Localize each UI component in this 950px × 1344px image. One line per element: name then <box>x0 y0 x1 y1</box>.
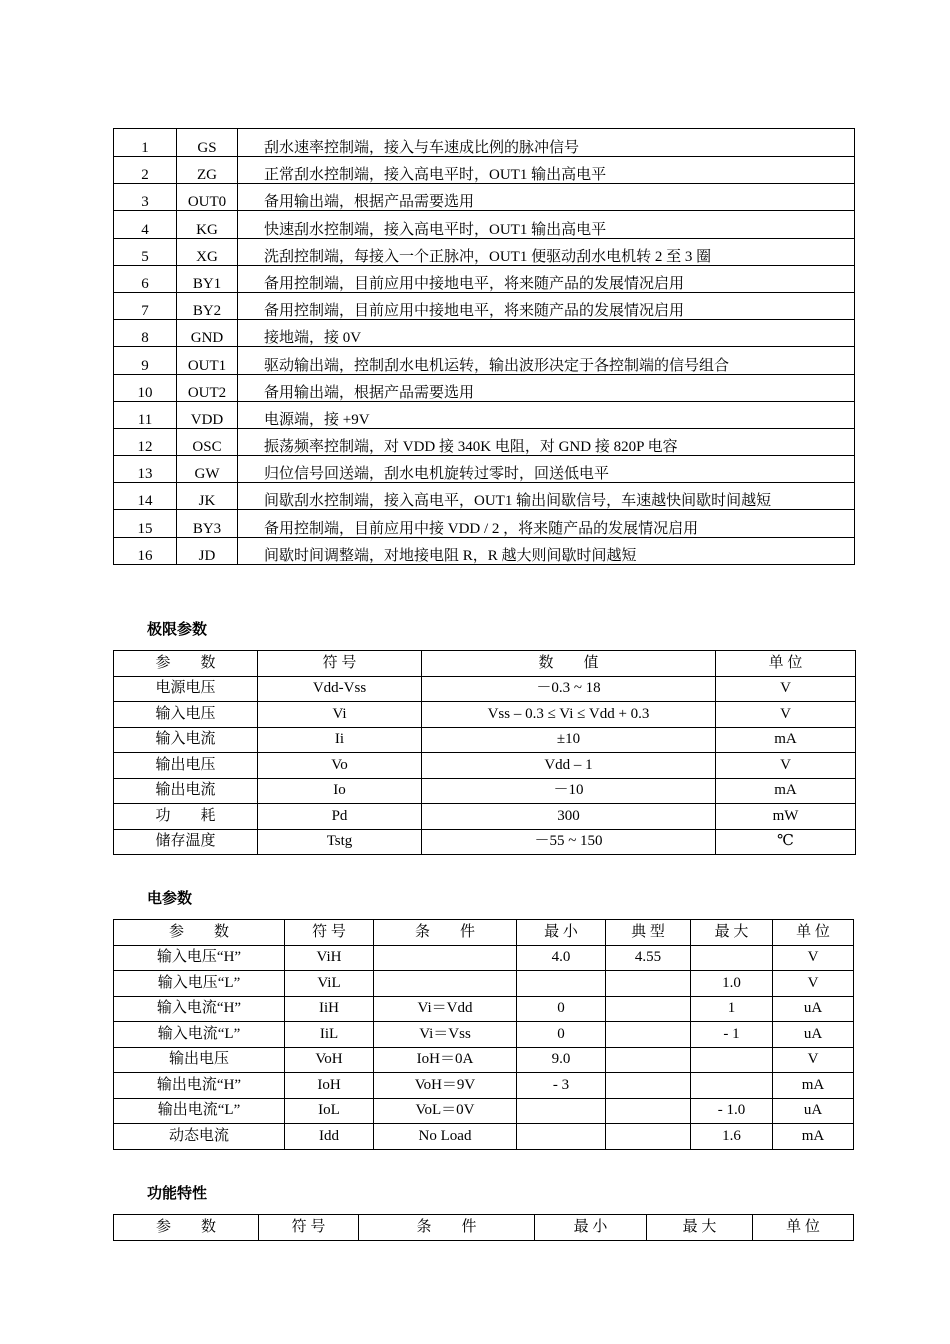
pin-number: 5 <box>114 238 177 265</box>
table-row <box>114 1098 854 1124</box>
table-cell: Pd <box>258 804 422 830</box>
table-cell: VoH＝9V <box>374 1073 517 1099</box>
table-cell: 0 <box>517 996 606 1022</box>
table-cell: V <box>716 753 856 779</box>
header-row <box>114 1215 854 1241</box>
column-header: 典 型 <box>606 920 691 946</box>
table-cell: Vss – 0.3 ≤ Vi ≤ Vdd + 0.3 <box>422 702 716 728</box>
pin-name: OUT1 <box>177 347 238 374</box>
column-header: 参 数 <box>114 1215 259 1241</box>
functional-params-heading: 功能特性 <box>147 1184 208 1202</box>
column-header: 最 小 <box>535 1215 647 1241</box>
pin-description: 备用输出端，根据产品需要选用 <box>238 184 855 211</box>
table-cell: IiL <box>285 1022 374 1048</box>
pin-description: 归位信号回送端，刮水电机旋转过零时，回送低电平 <box>238 456 855 483</box>
table-cell: V <box>716 676 856 702</box>
table-row <box>114 702 856 728</box>
pin-number: 16 <box>114 537 177 564</box>
table-row <box>114 1047 854 1073</box>
column-header: 单 位 <box>716 651 856 677</box>
pin-description: 快速刮水控制端，接入高电平时，OUT1 输出高电平 <box>238 211 855 238</box>
table-cell: －55 ~ 150 <box>422 829 716 855</box>
pin-number: 15 <box>114 510 177 537</box>
pin-number: 4 <box>114 211 177 238</box>
table-row <box>114 1073 854 1099</box>
table-row <box>114 320 855 347</box>
column-header: 符 号 <box>285 920 374 946</box>
table-cell: Vdd – 1 <box>422 753 716 779</box>
pin-name: BY3 <box>177 510 238 537</box>
pin-description: 接地端，接 0V <box>238 320 855 347</box>
pin-name: JK <box>177 483 238 510</box>
table-cell: Vo <box>258 753 422 779</box>
table-cell: 输入电流“H” <box>114 996 285 1022</box>
pin-name: GS <box>177 129 238 157</box>
table-cell: 4.0 <box>517 945 606 971</box>
table-cell <box>606 1022 691 1048</box>
pin-name: OUT2 <box>177 374 238 401</box>
table-cell: 300 <box>422 804 716 830</box>
pin-description: 驱动输出端，控制刮水电机运转，输出波形决定于各控制端的信号组合 <box>238 347 855 374</box>
table-cell: IoH <box>285 1073 374 1099</box>
table-row <box>114 753 856 779</box>
column-header: 最 小 <box>517 920 606 946</box>
table-row <box>114 1022 854 1048</box>
pin-number: 10 <box>114 374 177 401</box>
limit-params-table <box>113 650 856 855</box>
table-cell: mA <box>773 1124 854 1150</box>
pin-description: 备用控制端，目前应用中接地电平，将来随产品的发展情况启用 <box>238 265 855 292</box>
column-header: 最 大 <box>647 1215 753 1241</box>
pin-number: 7 <box>114 292 177 319</box>
pin-name: GND <box>177 320 238 347</box>
table-cell: Vi＝Vdd <box>374 996 517 1022</box>
table-cell <box>374 971 517 997</box>
table-cell: - 3 <box>517 1073 606 1099</box>
table-cell <box>517 1124 606 1150</box>
table-cell: Vdd-Vss <box>258 676 422 702</box>
pin-description: 间歇时间调整端，对地接电阻 R，R 越大则间歇时间越短 <box>238 537 855 564</box>
pin-description-table <box>113 128 855 565</box>
table-row <box>114 727 856 753</box>
pin-description: 备用控制端，目前应用中接 VDD / 2 ，将来随产品的发展情况启用 <box>238 510 855 537</box>
table-row <box>114 971 854 997</box>
pin-number: 2 <box>114 157 177 184</box>
table-cell: Idd <box>285 1124 374 1150</box>
pin-description: 振荡频率控制端，对 VDD 接 340K 电阻，对 GND 接 820P 电容 <box>238 428 855 455</box>
table-cell: 1 <box>691 996 773 1022</box>
table-cell <box>606 1124 691 1150</box>
pin-number: 13 <box>114 456 177 483</box>
table-cell: VoH <box>285 1047 374 1073</box>
pin-name: JD <box>177 537 238 564</box>
table-cell: uA <box>773 1098 854 1124</box>
table-row <box>114 996 854 1022</box>
table-cell: Vi <box>258 702 422 728</box>
table-cell: uA <box>773 996 854 1022</box>
table-cell <box>691 945 773 971</box>
header-row <box>114 651 856 677</box>
table-cell: Vi＝Vss <box>374 1022 517 1048</box>
table-row <box>114 129 855 157</box>
column-header: 参 数 <box>114 920 285 946</box>
table-row <box>114 537 855 564</box>
table-cell <box>606 971 691 997</box>
table-row <box>114 401 855 428</box>
electrical-params-table <box>113 919 854 1150</box>
table-cell: V <box>716 702 856 728</box>
table-cell: Io <box>258 778 422 804</box>
table-cell <box>517 1098 606 1124</box>
table-cell: VoL＝0V <box>374 1098 517 1124</box>
table-row <box>114 157 855 184</box>
table-cell: IiH <box>285 996 374 1022</box>
table-cell: 功 耗 <box>114 804 258 830</box>
table-row <box>114 510 855 537</box>
pin-number: 14 <box>114 483 177 510</box>
table-cell: 9.0 <box>517 1047 606 1073</box>
table-row <box>114 265 855 292</box>
pin-number: 12 <box>114 428 177 455</box>
table-row <box>114 676 856 702</box>
table-cell: 1.0 <box>691 971 773 997</box>
table-row <box>114 238 855 265</box>
table-cell <box>374 945 517 971</box>
pin-number: 11 <box>114 401 177 428</box>
pin-name: GW <box>177 456 238 483</box>
table-row <box>114 211 855 238</box>
table-cell: IoL <box>285 1098 374 1124</box>
table-cell: 输入电压“H” <box>114 945 285 971</box>
table-cell: 输入电流“L” <box>114 1022 285 1048</box>
pin-number: 9 <box>114 347 177 374</box>
pin-description: 备用控制端，目前应用中接地电平，将来随产品的发展情况启用 <box>238 292 855 319</box>
table-row <box>114 945 854 971</box>
pin-name: BY2 <box>177 292 238 319</box>
pin-description: 刮水速率控制端，接入与车速成比例的脉冲信号 <box>238 129 855 157</box>
table-cell: V <box>773 971 854 997</box>
table-row <box>114 374 855 401</box>
table-cell: mA <box>716 727 856 753</box>
column-header: 最 大 <box>691 920 773 946</box>
table-cell: 输入电流 <box>114 727 258 753</box>
column-header: 条 件 <box>359 1215 535 1241</box>
column-header: 符 号 <box>259 1215 359 1241</box>
table-cell <box>606 1047 691 1073</box>
table-cell: 输出电流“H” <box>114 1073 285 1099</box>
table-row <box>114 428 855 455</box>
table-cell: －0.3 ~ 18 <box>422 676 716 702</box>
table-cell <box>606 1073 691 1099</box>
table-cell <box>691 1047 773 1073</box>
pin-description: 间歇刮水控制端，接入高电平，OUT1 输出间歇信号，车速越快间歇时间越短 <box>238 483 855 510</box>
pin-number: 6 <box>114 265 177 292</box>
table-cell: ℃ <box>716 829 856 855</box>
table-cell: - 1.0 <box>691 1098 773 1124</box>
table-row <box>114 347 855 374</box>
table-row <box>114 778 856 804</box>
pin-number: 8 <box>114 320 177 347</box>
table-cell: 0 <box>517 1022 606 1048</box>
table-cell: Ii <box>258 727 422 753</box>
table-cell: uA <box>773 1022 854 1048</box>
table-cell: - 1 <box>691 1022 773 1048</box>
table-cell: 电源电压 <box>114 676 258 702</box>
table-cell: －10 <box>422 778 716 804</box>
header-row <box>114 920 854 946</box>
table-cell: mA <box>773 1073 854 1099</box>
table-cell: ViH <box>285 945 374 971</box>
column-header: 条 件 <box>374 920 517 946</box>
pin-name: BY1 <box>177 265 238 292</box>
pin-number: 3 <box>114 184 177 211</box>
table-row <box>114 456 855 483</box>
column-header: 参 数 <box>114 651 258 677</box>
column-header: 数 值 <box>422 651 716 677</box>
table-row <box>114 292 855 319</box>
limit-params-heading: 极限参数 <box>147 620 208 638</box>
pin-name: KG <box>177 211 238 238</box>
table-cell: V <box>773 1047 854 1073</box>
table-cell <box>606 996 691 1022</box>
pin-description: 备用输出端，根据产品需要选用 <box>238 374 855 401</box>
table-cell: 动态电流 <box>114 1124 285 1150</box>
table-cell: mW <box>716 804 856 830</box>
column-header: 符 号 <box>258 651 422 677</box>
table-cell: IoH＝0A <box>374 1047 517 1073</box>
table-cell: 储存温度 <box>114 829 258 855</box>
table-cell: 输出电流 <box>114 778 258 804</box>
table-cell <box>691 1073 773 1099</box>
table-cell: 4.55 <box>606 945 691 971</box>
electrical-params-heading: 电参数 <box>147 889 193 907</box>
table-cell: 输出电压 <box>114 1047 285 1073</box>
table-row <box>114 184 855 211</box>
table-cell: V <box>773 945 854 971</box>
table-cell: 输入电压“L” <box>114 971 285 997</box>
table-cell: Tstg <box>258 829 422 855</box>
pin-name: ZG <box>177 157 238 184</box>
table-row <box>114 804 856 830</box>
pin-description: 洗刮控制端，每接入一个正脉冲，OUT1 便驱动刮水电机转 2 至 3 圈 <box>238 238 855 265</box>
table-row <box>114 1124 854 1150</box>
pin-name: OUT0 <box>177 184 238 211</box>
pin-name: OSC <box>177 428 238 455</box>
pin-name: VDD <box>177 401 238 428</box>
table-cell <box>517 971 606 997</box>
pin-description: 正常刮水控制端，接入高电平时，OUT1 输出高电平 <box>238 157 855 184</box>
functional-params-table <box>113 1214 854 1241</box>
pin-name: XG <box>177 238 238 265</box>
table-cell: No Load <box>374 1124 517 1150</box>
table-cell: 输出电压 <box>114 753 258 779</box>
table-cell: 1.6 <box>691 1124 773 1150</box>
pin-description: 电源端，接 +9V <box>238 401 855 428</box>
column-header: 单 位 <box>773 920 854 946</box>
table-row <box>114 483 855 510</box>
pin-number: 1 <box>114 129 177 157</box>
table-cell <box>606 1098 691 1124</box>
table-row <box>114 829 856 855</box>
table-cell: mA <box>716 778 856 804</box>
table-cell: 输出电流“L” <box>114 1098 285 1124</box>
table-cell: 输入电压 <box>114 702 258 728</box>
column-header: 单 位 <box>753 1215 854 1241</box>
table-cell: ±10 <box>422 727 716 753</box>
table-cell: ViL <box>285 971 374 997</box>
